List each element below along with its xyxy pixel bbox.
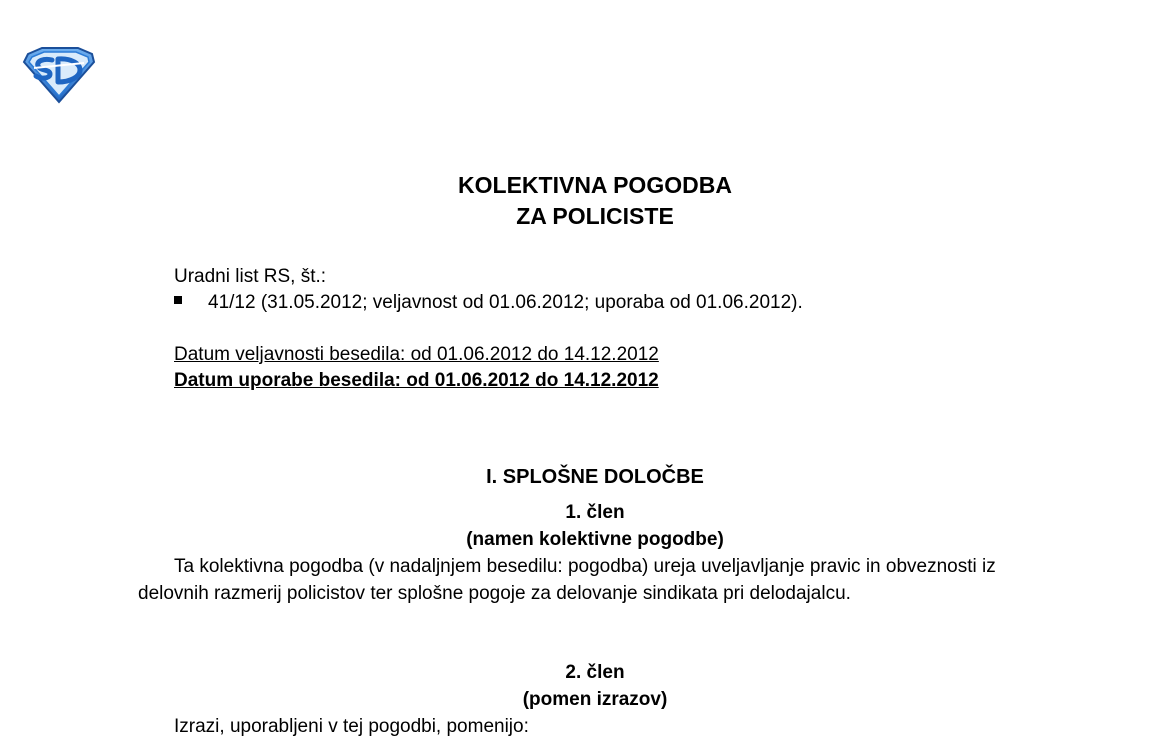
source-label: Uradni list RS, št.: — [174, 266, 327, 287]
article-text: Izrazi, uporabljeni v tej pogodbi, pomenijo: — [174, 716, 529, 737]
article-text: Ta kolektivna pogodba (v nadaljnjem besedilu: pogodba) ureja uveljavljanje pravic in obveznosti iz delovnih razmerij policistov ter splošne pogoje za delovanje sindikata pri delodajalcu. — [138, 556, 996, 604]
article-number: 2. člen — [565, 662, 625, 683]
list-item — [174, 290, 803, 316]
article-title: (pomen izrazov) — [522, 689, 668, 710]
validity-date: Datum veljavnosti besedila: od 01.06.2012 do 14.12.2012 — [174, 344, 659, 365]
bullet-square-icon — [174, 296, 182, 304]
document-title-line-1: KOLEKTIVNA POGODBA — [458, 172, 732, 198]
source-item-text: 41/12 (31.05.2012; veljavnost od 01.06.2012; uporaba od 01.06.2012). — [208, 292, 803, 313]
document-title-line-2: ZA POLICISTE — [516, 203, 674, 229]
sd-shield-logo-icon — [22, 46, 96, 104]
article-number: 1. člen — [565, 502, 625, 523]
usage-date: Datum uporabe besedila: od 01.06.2012 do 14.12.2012 — [174, 370, 659, 391]
article-title: (namen kolektivne pogodbe) — [466, 529, 724, 550]
section-heading: I. SPLOŠNE DOLOČBE — [486, 465, 704, 488]
